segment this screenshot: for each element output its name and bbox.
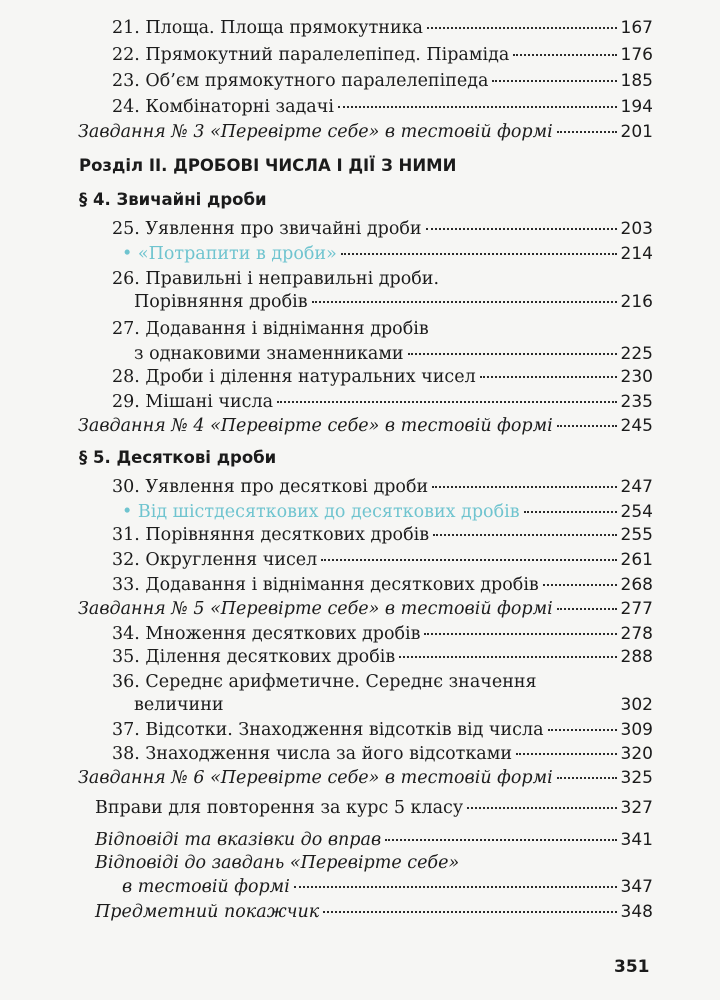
toc-leader-dots [426,228,617,230]
toc-page-number: 201 [620,122,653,142]
toc-entry-title: Завдання № 5 «Перевірте себе» в тестовій формі [78,599,553,619]
toc-entry-title: Предметний покажчик [95,902,320,922]
toc-leader-dots [338,106,617,108]
toc-entry-title: 25. Уявлення про звичайні дроби [112,219,422,239]
toc-extra-1[interactable] [122,243,653,265]
toc-extra-2[interactable] [122,501,653,523]
toc-page-number: 203 [620,219,653,239]
toc-leader-dots [557,608,617,610]
toc-entry-title: • «Потрапити в дроби» [122,244,337,264]
toc-leader-dots [433,534,616,536]
toc-entry-title: 35. Ділення десяткових дробів [112,647,396,667]
toc-entry-33[interactable] [112,574,653,596]
toc-page-number: 254 [620,502,653,522]
toc-entry-title: 31. Порівняння десяткових дробів [112,525,430,545]
toc-leader-dots [432,486,616,488]
toc-entry-title: 37. Відсотки. Знаходження відсотків від числа [112,720,544,740]
toc-entry-21[interactable] [112,17,653,39]
toc-entry-title: 23. Об’єм прямокутного паралелепіпеда [112,71,489,91]
toc-entry-30[interactable] [112,476,653,498]
toc-page-number: 176 [620,45,653,65]
toc-leader-dots [321,559,616,561]
toc-entry-29[interactable] [112,391,653,413]
toc-subject-index[interactable] [95,901,653,923]
toc-entry-26[interactable] [134,291,653,313]
toc-leader-dots [548,729,617,731]
toc-entry-title: Вправи для повторення за курс 5 класу [95,798,464,818]
toc-page-number: 261 [620,550,653,570]
toc-leader-dots [385,839,616,841]
toc-leader-dots [543,584,617,586]
toc-page-number: 302 [620,695,653,715]
toc-page-number: 277 [620,599,653,619]
toc-entry-title: Відповіді та вказівки до вправ [95,830,382,850]
toc-entry-title: 30. Уявлення про десяткові дроби [112,477,429,497]
toc-entry-24[interactable] [112,96,653,118]
toc-entry-25[interactable] [112,218,653,240]
toc-page-number: 327 [620,798,653,818]
toc-leader-dots [557,425,617,427]
toc-leader-dots [408,353,617,355]
toc-entry-32[interactable] [112,549,653,571]
toc-page-number: 245 [620,416,653,436]
toc-leader-dots [294,886,617,888]
toc-leader-dots [467,807,616,809]
toc-leader-dots [492,80,616,82]
toc-entry-title: Порівняння дробів [134,292,308,312]
page-number: 351 [614,957,650,977]
toc-leader-dots [399,656,616,658]
toc-page-number: 325 [620,768,653,788]
toc-entry-38[interactable] [112,743,653,765]
toc-entry-title: в тестовій формі [122,877,290,897]
section-heading-2: Розділ ІІ. ДРОБОВІ ЧИСЛА І ДІЇ З НИМИ [79,156,457,175]
toc-entry-title: 34. Множення десяткових дробів [112,624,421,644]
toc-page-number: 225 [620,344,653,364]
toc-entry-title: 24. Комбінаторні задачі [112,97,334,117]
toc-entry-36-line1[interactable]: 36. Середнє арифметичне. Середнє значення [112,672,537,692]
toc-entry-title: величини [134,695,224,715]
toc-page-number: 268 [620,575,653,595]
toc-entry-title: з однаковими знаменниками [134,344,404,364]
toc-leader-dots [516,753,617,755]
toc-entry-28[interactable] [112,366,653,388]
toc-leader-dots [557,131,617,133]
toc-entry-title: Завдання № 6 «Перевірте себе» в тестовій формі [78,768,553,788]
toc-page-number: 214 [620,244,653,264]
toc-leader-dots [513,54,616,56]
toc-entry-31[interactable] [112,524,653,546]
toc-page-number: 348 [620,902,653,922]
toc-page-number: 167 [620,18,653,38]
toc-entry-title: • Від шістдесяткових до десяткових дробів [122,502,520,522]
toc-leader-dots [427,27,617,29]
toc-page-number: 194 [620,97,653,117]
toc-test-5[interactable] [78,598,653,620]
toc-entry-26-line1[interactable]: 26. Правильні і неправильні дроби. [112,269,440,289]
toc-leader-dots [323,911,616,913]
toc-page-number: 288 [620,647,653,667]
toc-leader-dots [480,376,617,378]
toc-leader-dots [312,301,617,303]
toc-entry-title: 32. Округлення чисел [112,550,318,570]
toc-page-number: 235 [620,392,653,412]
toc-entry-27-line1[interactable]: 27. Додавання і віднімання дробів [112,319,429,339]
toc-answers-test[interactable] [122,876,653,898]
toc-answers-test-line1[interactable]: Відповіді до завдань «Перевірте себе» [95,853,460,873]
toc-entry-23[interactable] [112,70,653,92]
toc-test-6[interactable] [78,767,653,789]
toc-test-3[interactable] [78,121,653,143]
toc-leader-dots [341,253,617,255]
toc-page-number: 185 [620,71,653,91]
toc-leader-dots [277,401,617,403]
toc-page-number: 216 [620,292,653,312]
toc-page-number: 347 [620,877,653,897]
toc-page-number: 247 [620,477,653,497]
toc-page-number: 278 [620,624,653,644]
toc-entry-title: 33. Додавання і віднімання десяткових дробів [112,575,539,595]
toc-entry-34[interactable] [112,623,653,645]
toc-answers[interactable] [95,829,653,851]
toc-leader-dots [557,777,617,779]
toc-review-exercises[interactable] [95,797,653,819]
toc-entry-title: 38. Знаходження числа за його відсотками [112,744,513,764]
toc-entry-22[interactable] [112,44,653,66]
toc-page-number: 309 [620,720,653,740]
toc-leader-dots [424,633,616,635]
toc-entry-title: 29. Мішані числа [112,392,274,412]
toc-entry-title: 28. Дроби і ділення натуральних чисел [112,367,476,387]
toc-leader-dots [524,511,617,513]
toc-entry-37[interactable] [112,719,653,741]
toc-entry-title: 22. Прямокутний паралелепіпед. Піраміда [112,45,510,65]
toc-page-number: 230 [620,367,653,387]
toc-entry-27[interactable] [134,343,653,365]
toc-page-number: 341 [620,830,653,850]
toc-entry-title: 21. Площа. Площа прямокутника [112,18,423,38]
toc-entry-36[interactable] [134,694,653,716]
toc-entry-title: Завдання № 3 «Перевірте себе» в тестовій формі [78,122,553,142]
toc-entry-35[interactable] [112,646,653,668]
toc-test-4[interactable] [78,415,653,437]
paragraph-heading-4: § 4. Звичайні дроби [79,190,267,209]
paragraph-heading-5: § 5. Десяткові дроби [79,448,277,467]
toc-page-number: 320 [620,744,653,764]
toc-entry-title: Завдання № 4 «Перевірте себе» в тестовій формі [78,416,553,436]
toc-page-number: 255 [620,525,653,545]
